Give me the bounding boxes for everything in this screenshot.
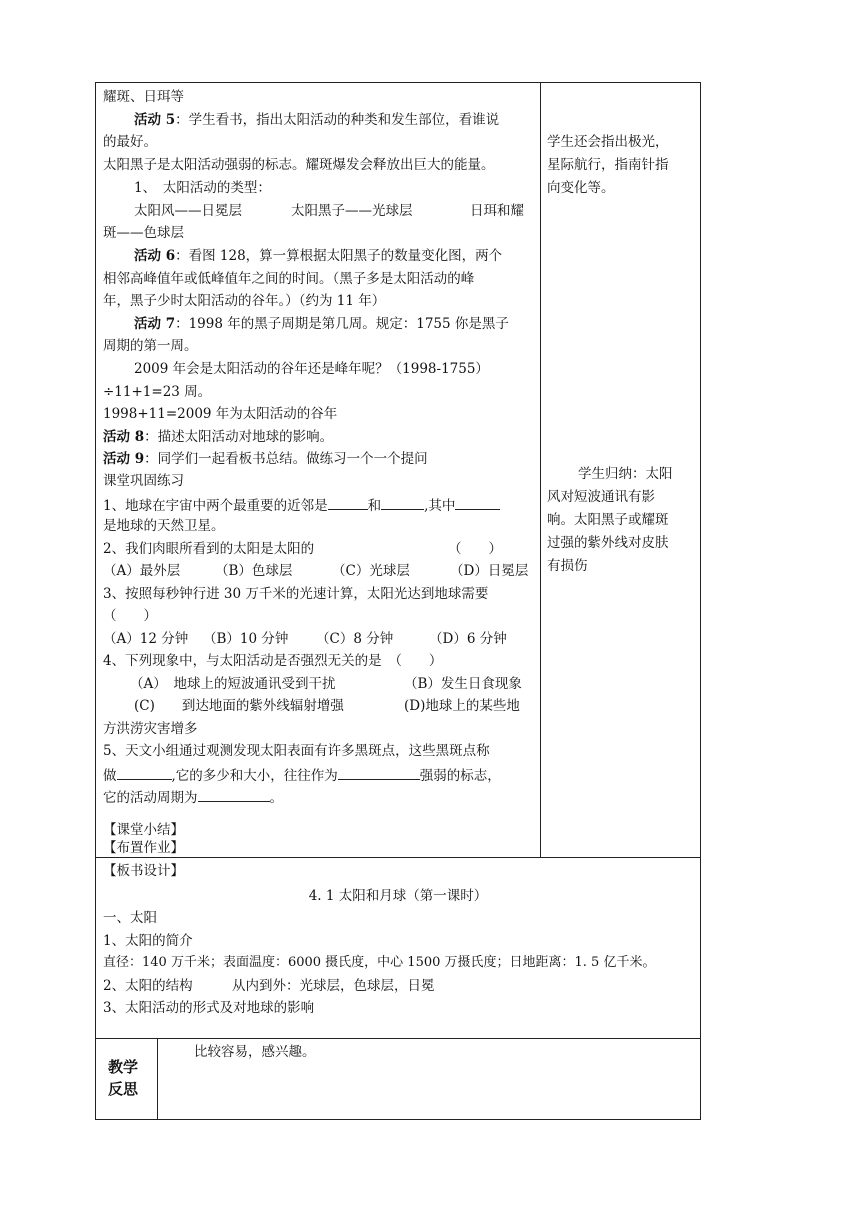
board-line: 2、太阳的结构 [103, 978, 193, 994]
text-line: 1998+11=2009 年为太阳活动的谷年 [103, 406, 338, 422]
activity-7 [134, 315, 509, 333]
activity-6 [134, 247, 502, 265]
activity-text: ：看图 128，算一算根据太阳黑子的数量变化图，两个 [175, 248, 503, 264]
exercise-heading: 课堂巩固练习 [103, 473, 184, 489]
activity-label: 活动 8 [103, 429, 145, 445]
board-line: 直径：140 万千米；表面温度：6000 摄氏度，中心 1500 万摄氏度；日地距离：1. 5 亿千米。 [103, 955, 656, 970]
board-heading: 【板书设计】 [103, 863, 184, 879]
activity-5 [134, 111, 499, 129]
reflection-text: 比较容易，感兴趣。 [194, 1044, 316, 1060]
activity-label: 活动 6 [134, 248, 176, 264]
question-text: ,它的多少和大小，往往作为 [171, 768, 338, 784]
activity-label: 活动 9 [103, 451, 145, 467]
question-5-cont [103, 787, 283, 807]
option: （A） 地球上的短波通讯受到干扰 [130, 676, 336, 692]
option: （A）12 分钟 [103, 631, 189, 647]
board-line: 1、太阳的简介 [103, 933, 193, 949]
summary-heading: 【课堂小结】 [103, 822, 184, 838]
row-divider [95, 1038, 701, 1039]
text-line: 太阳风——日冕层 [134, 203, 242, 219]
question-3-paren: （ ） [103, 608, 157, 624]
homework-heading: 【布置作业】 [103, 840, 184, 856]
activity-8 [103, 428, 333, 446]
reflection-label: 教学 [108, 1058, 139, 1076]
option: （B）10 分钟 [203, 631, 289, 647]
reflection-divider [157, 1038, 158, 1120]
text-line: 日珥和耀 [470, 203, 524, 219]
question-5-cont [103, 765, 501, 785]
answer-blank [117, 765, 172, 780]
board-line: 从内到外：光球层，色球层，日冕 [232, 978, 435, 994]
option: (C) 到达地面的紫外线辐射增强 [134, 698, 344, 714]
activity-9 [103, 450, 428, 468]
option-cont: 方洪涝灾害增多 [103, 721, 198, 737]
text-line: 太阳黑子——光球层 [291, 203, 413, 219]
side-note: 响。太阳黑子或耀斑 [547, 512, 669, 528]
text-line: 的最好。 [103, 134, 157, 150]
activity-label: 活动 5 [134, 112, 176, 128]
side-note: 有损伤 [547, 558, 588, 574]
activity-text: ：学生看书，指出太阳活动的种类和发生部位，看谁说 [175, 112, 500, 128]
question-text: 和 [367, 498, 382, 514]
question-text: ,其中 [424, 498, 456, 514]
row-divider [95, 857, 701, 858]
option: （B）色球层 [215, 563, 293, 579]
answer-blank [198, 787, 270, 802]
text-line: 年，黑子少时太阳活动的谷年。）（约为 11 年） [103, 293, 386, 309]
question-1 [103, 495, 500, 515]
text-line: 相邻高峰值年或低峰值年之间的时间。（黑子多是太阳活动的峰 [103, 271, 475, 287]
question-text: 1、地球在宇宙中两个最重要的近邻是 [103, 498, 328, 514]
question-3: 3、按照每秒钟行进 30 万千米的光速计算，太阳光达到地球需要 [103, 586, 489, 602]
option: （D）6 分钟 [429, 631, 507, 647]
reflection-label: 反思 [108, 1080, 139, 1098]
text-line: 周期的第一周。 [103, 338, 198, 354]
activity-text: ：描述太阳活动对地球的影响。 [144, 429, 334, 445]
question-2: 2、我们肉眼所看到的太阳是太阳的 [103, 541, 315, 557]
question-5: 5、天文小组通过观测发现太阳表面有许多黑斑点，这些黑斑点称 [103, 743, 490, 759]
text-line: 斑——色球层 [103, 225, 184, 241]
side-note: 向变化等。 [547, 180, 615, 196]
text-line: 2009 年会是太阳活动的谷年还是峰年呢？（1998-1755） [134, 361, 489, 377]
option: （D）日冕层 [450, 563, 529, 579]
text-line: ÷11+1=23 周。 [103, 384, 212, 400]
side-note: 风对短波通讯有影 [547, 489, 655, 505]
text-line: 1、 太阳活动的类型： [134, 180, 271, 196]
side-note: 学生归纳：太阳 [578, 466, 673, 482]
option: （A）最外层 [103, 563, 181, 579]
option: （C）8 分钟 [316, 631, 394, 647]
column-divider [540, 82, 541, 857]
option: （B）发生日食现象 [404, 676, 522, 692]
question-4: 4、下列现象中，与太阳活动是否强烈无关的是 （ ） [103, 653, 443, 669]
activity-label: 活动 7 [134, 316, 176, 332]
option: （C）光球层 [332, 563, 410, 579]
board-line: 一、太阳 [103, 910, 157, 926]
text-line: 太阳黑子是太阳活动强弱的标志。耀斑爆发会释放出巨大的能量。 [103, 157, 495, 173]
board-line: 3、太阳活动的形式及对地球的影响 [103, 1000, 315, 1016]
side-note: 星际航行，指南针指 [547, 157, 669, 173]
question-text: 它的活动周期为 [103, 790, 198, 806]
board-title: 4. 1 太阳和月球（第一课时） [308, 888, 488, 904]
side-note: 学生还会指出极光， [547, 134, 669, 150]
question-text: 强弱的标志， [419, 768, 501, 784]
activity-text: ：1998 年的黑子周期是第几周。规定：1755 你是黑子 [175, 316, 509, 332]
option: (D)地球上的某些地 [404, 698, 520, 714]
answer-blank [455, 495, 500, 510]
question-text: 。 [269, 790, 283, 806]
text-line: 耀斑、日珥等 [103, 89, 184, 105]
question-2-paren: （ ） [448, 541, 502, 557]
question-text: 做 [103, 768, 117, 784]
answer-blank [328, 495, 368, 510]
question-1-cont: 是地球的天然卫星。 [103, 518, 225, 534]
answer-blank [381, 495, 424, 510]
side-note: 过强的紫外线对皮肤 [547, 535, 669, 551]
activity-text: ：同学们一起看板书总结。做练习一个一个提问 [144, 451, 428, 467]
answer-blank [338, 765, 420, 780]
